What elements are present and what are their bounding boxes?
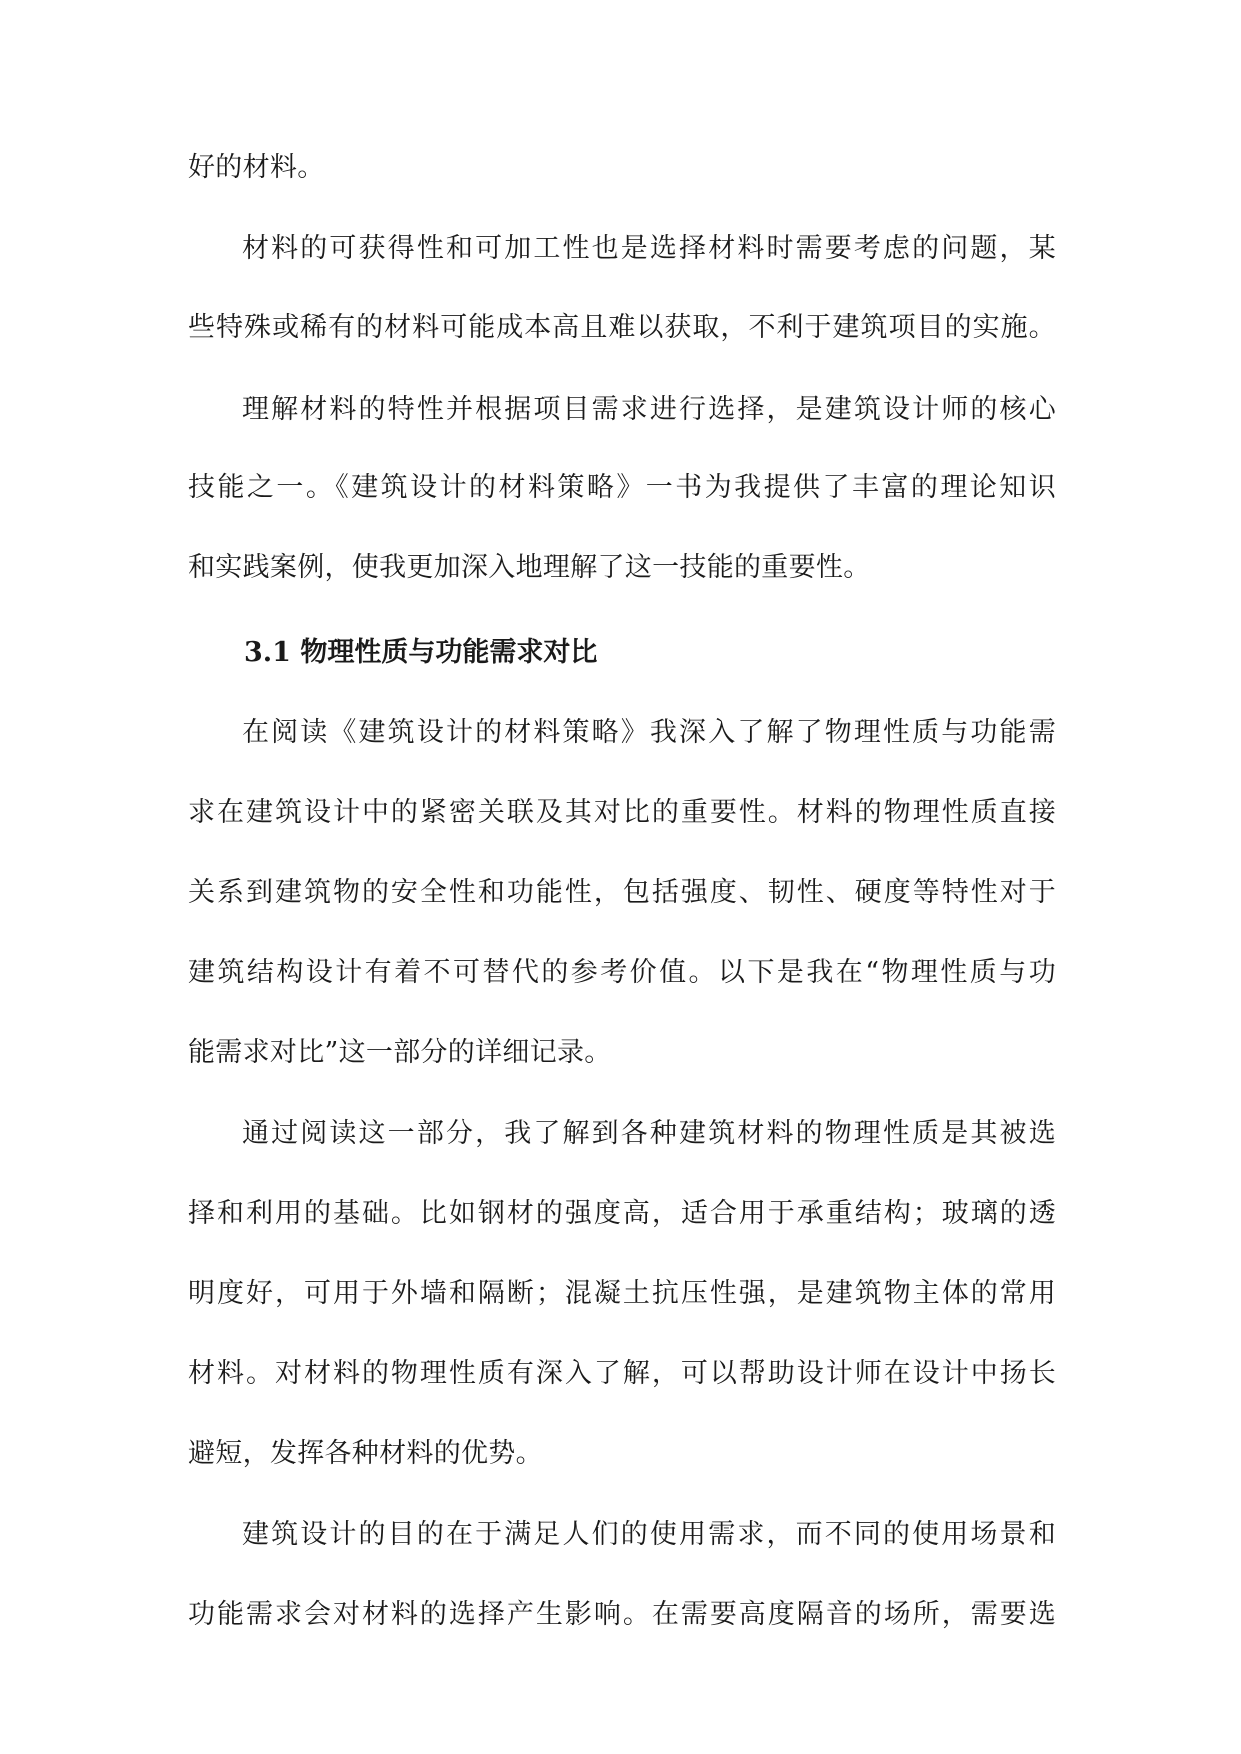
text-line: 建筑设计的目的在于满足人们的使用需求，而不同的使用场景和	[242, 1519, 1056, 1550]
text-line: 技能之一。《建筑设计的材料策略》一书为我提供了丰富的理论知识	[188, 472, 1056, 503]
text-line: 择和利用的基础。比如钢材的强度高，适合用于承重结构；玻璃的透	[188, 1198, 1056, 1229]
text-line: 求在建筑设计中的紧密关联及其对比的重要性。材料的物理性质直接	[188, 797, 1056, 828]
text-line: 在阅读《建筑设计的材料策略》我深入了解了物理性质与功能需	[242, 717, 1056, 748]
text-line: 材料。对材料的物理性质有深入了解，可以帮助设计师在设计中扬长	[188, 1358, 1056, 1389]
text-line: 些特殊或稀有的材料可能成本高且难以获取，不利于建筑项目的实施。	[188, 312, 1056, 343]
text-line: 明度好，可用于外墙和隔断；混凝土抗压性强，是建筑物主体的常用	[188, 1278, 1056, 1309]
section-heading: 3.1 物理性质与功能需求对比	[244, 637, 598, 668]
text-line: 功能需求会对材料的选择产生影响。在需要高度隔音的场所，需要选	[188, 1599, 1056, 1630]
text-line: 好的材料。	[188, 152, 325, 183]
text-line: 建筑结构设计有着不可替代的参考价值。以下是我在“物理性质与功	[188, 957, 1056, 988]
text-line: 和实践案例，使我更加深入地理解了这一技能的重要性。	[188, 552, 871, 583]
text-line: 材料的可获得性和可加工性也是选择材料时需要考虑的问题，某	[242, 233, 1056, 264]
text-line: 理解材料的特性并根据项目需求进行选择，是建筑设计师的核心	[242, 394, 1056, 425]
text-line: 通过阅读这一部分，我了解到各种建筑材料的物理性质是其被选	[242, 1118, 1056, 1149]
text-line: 避短，发挥各种材料的优势。	[188, 1438, 543, 1469]
text-line: 能需求对比”这一部分的详细记录。	[188, 1037, 612, 1068]
text-line: 关系到建筑物的安全性和功能性，包括强度、韧性、硬度等特性对于	[188, 877, 1056, 908]
